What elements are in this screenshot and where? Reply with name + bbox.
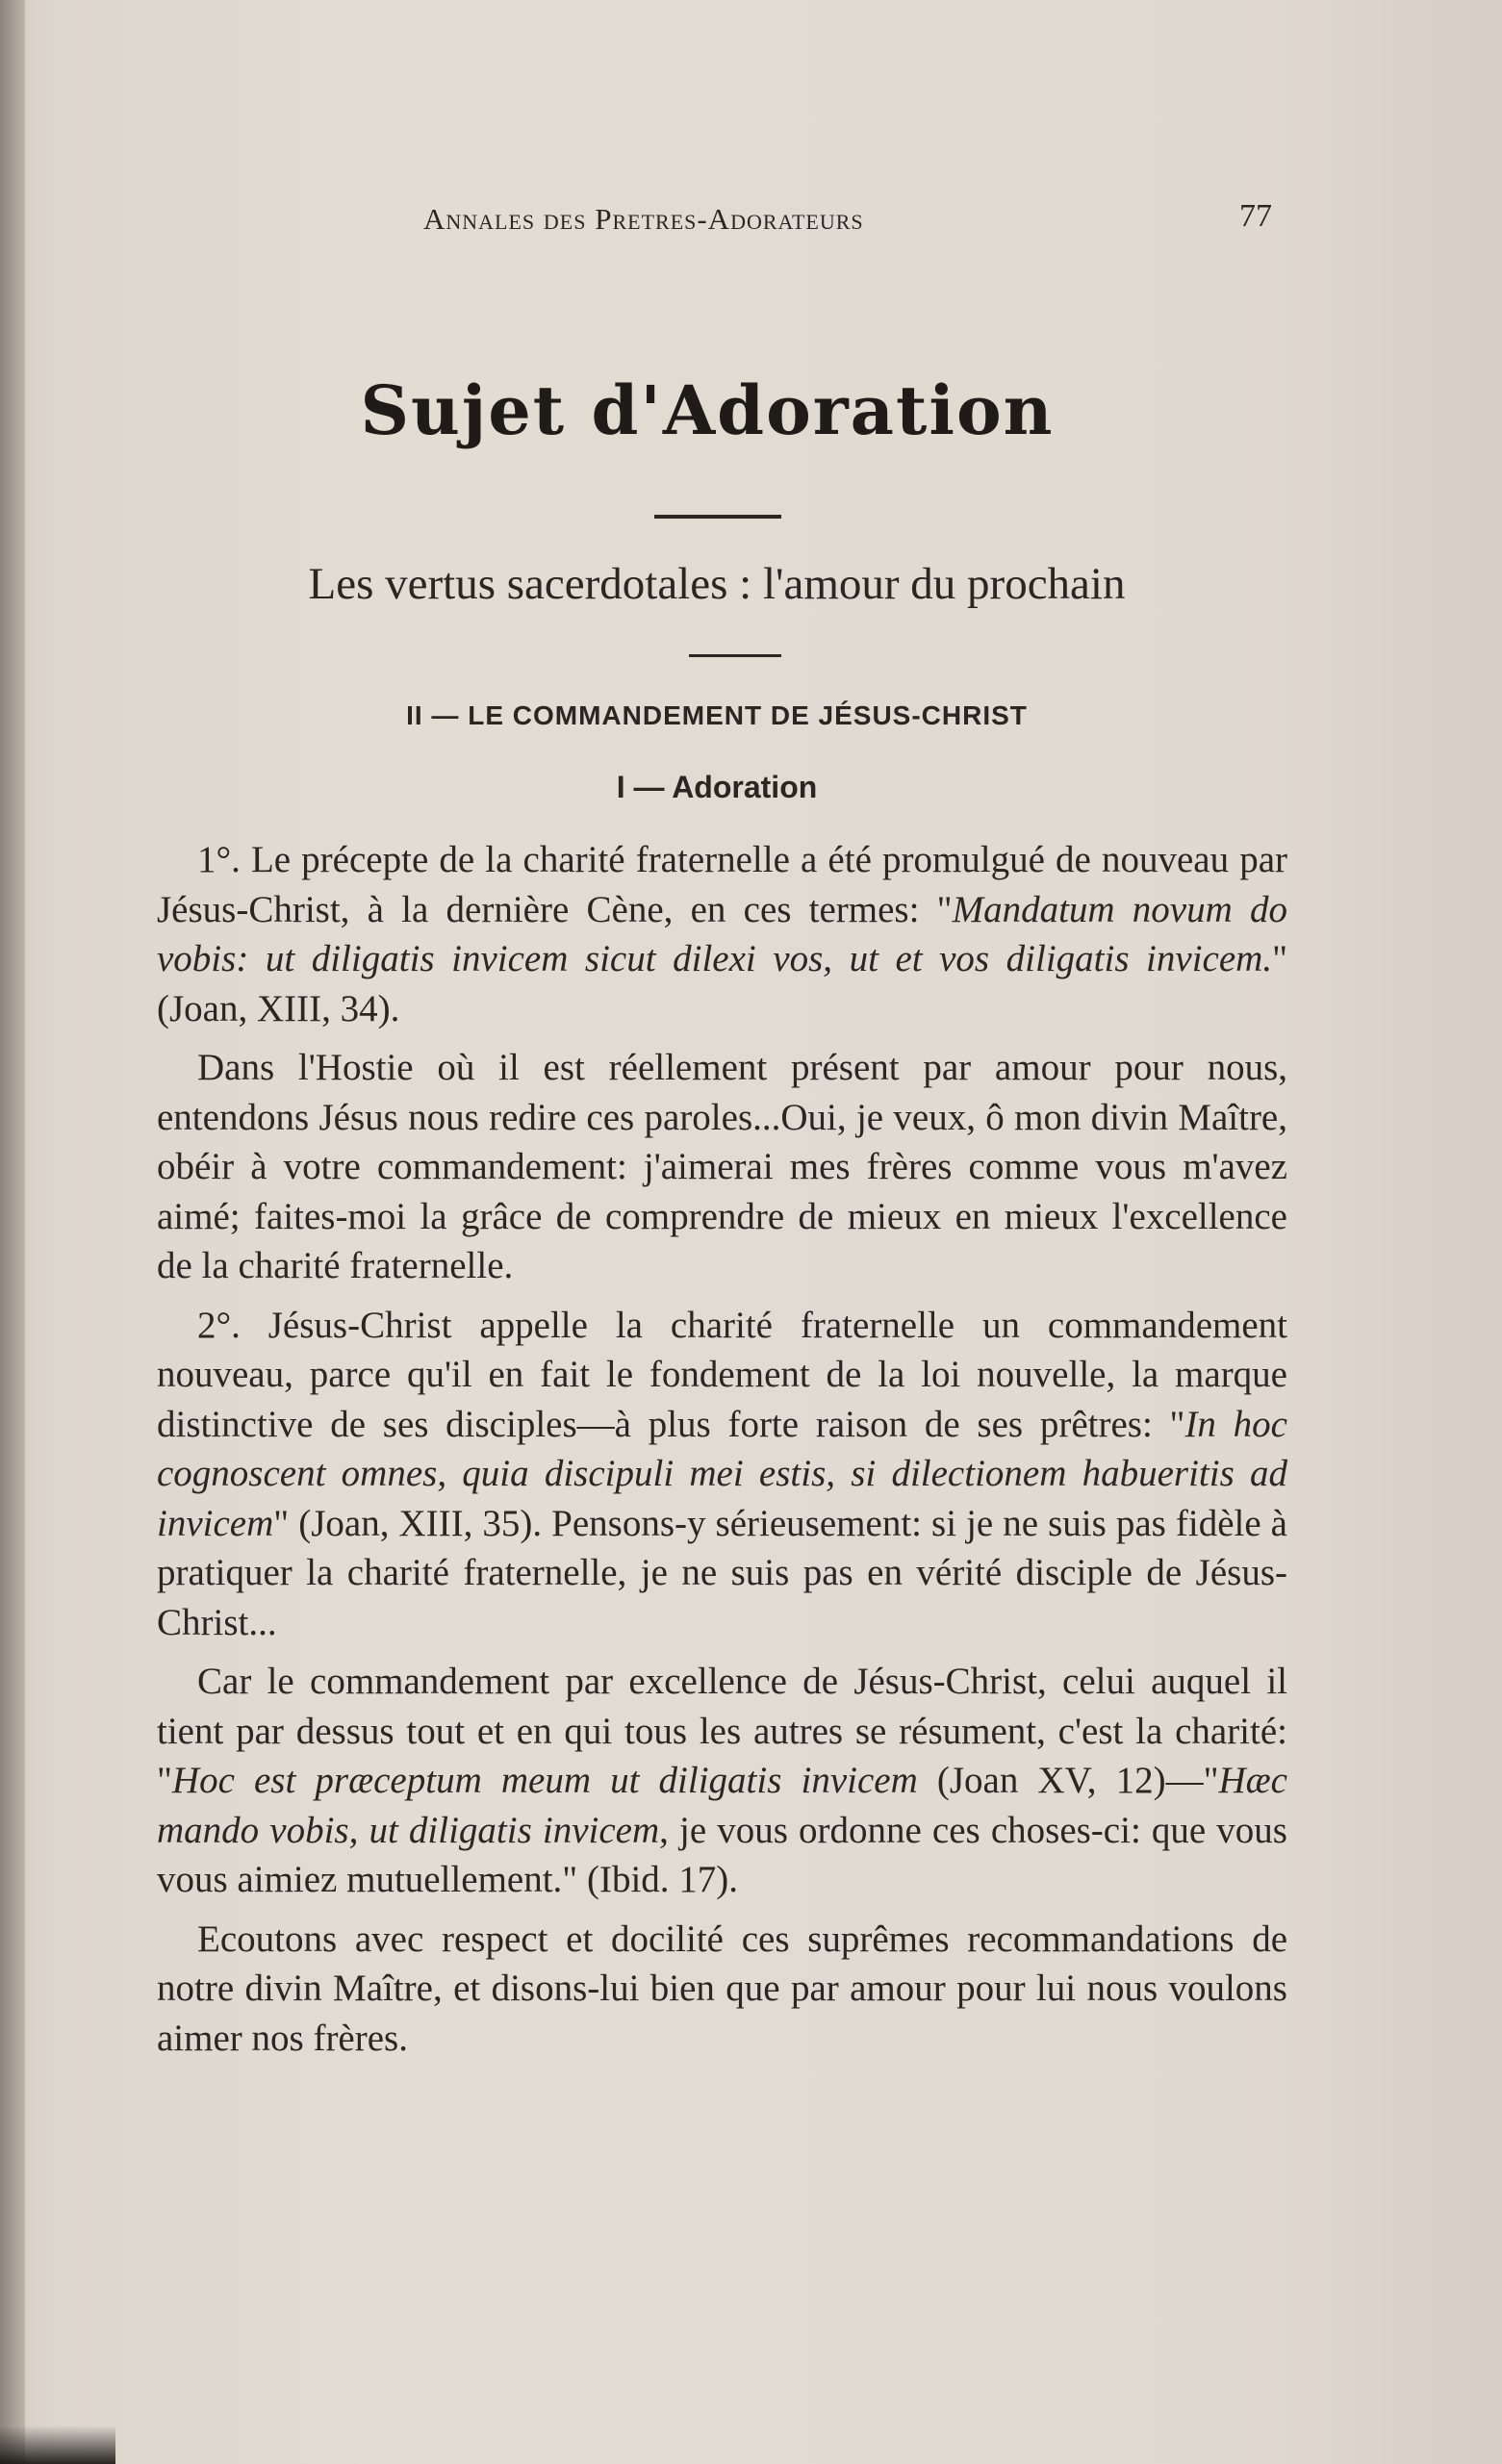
body-text bbox=[157, 835, 1287, 2072]
section-heading: II — LE COMMANDEMENT DE JÉSUS-CHRIST bbox=[406, 700, 1028, 730]
paragraph-4-tail: , je vous ordonne ces choses-ci: que vous vous aimiez mutuellement." (Ibid. 17). bbox=[157, 1809, 1287, 1900]
page-title: Sujet d'Adoration bbox=[360, 370, 1055, 450]
paragraph-1-citation: " (Joan, XIII, 34). bbox=[157, 938, 1287, 1029]
page-number: 77 bbox=[1239, 198, 1272, 234]
corner-shadow bbox=[0, 2426, 115, 2464]
paragraph-2: Dans l'Hostie où il est réellement présent par amour pour nous, entendons Jésus nous redire ces paroles...Oui, je veux, ô mon divin Maître, obéir à votre commandement: j'aimerai mes frères comme vous m'avez aimé; faites-moi la grâce de comprendre de mieux en mieux l'excellence de la charité fraternelle. bbox=[157, 1047, 1287, 1286]
paragraph-1-lead: 1°. Le précepte de la charité fraternelle a été promulgué de nouveau par Jésus-Christ, à la dernière Cène, en ces termes: " bbox=[157, 839, 1287, 930]
paragraph-4-citation: (Joan XV, 12)—" bbox=[917, 1760, 1219, 1801]
latin-quote: Mandatum novum do vobis: ut diligatis invicem sicut dilexi vos, ut et vos diligatis invicem. bbox=[157, 888, 1287, 979]
paragraph-5: Ecoutons avec respect et docilité ces suprêmes recommandations de notre divin Maître, et disons-lui bien que par amour pour lui nous voulons aimer nos frères. bbox=[157, 1918, 1287, 2059]
running-head: Annales des Pretres-Adorateurs bbox=[423, 202, 864, 236]
latin-quote: In hoc cognoscent omnes, quia discipuli mei estis, si dilectionem habueritis ad invicem bbox=[157, 1403, 1287, 1544]
paragraph-3-tail: " (Joan, XIII, 35). Pensons-y sérieusement: si je ne suis pas fidèle à pratiquer la charité fraternelle, je ne suis pas en vérité disciple de Jésus-Christ... bbox=[157, 1502, 1287, 1643]
page-subtitle: Les vertus sacerdotales : l'amour du prochain bbox=[308, 559, 1126, 609]
subsection-heading: I — Adoration bbox=[616, 770, 818, 804]
paragraph-3-lead: 2°. Jésus-Christ appelle la charité fraternelle un commandement nouveau, parce qu'il en fait le fondement de la loi nouvelle, la marque distinctive de ses disciples—à plus forte raison de ses prêtres: " bbox=[157, 1304, 1287, 1445]
latin-quote: Hoc est præceptum meum ut diligatis invicem bbox=[171, 1760, 918, 1801]
paragraph-3 bbox=[157, 1301, 1287, 1648]
paragraph-4-lead: Car le commandement par excellence de Jésus-Christ, celui auquel il tient par dessus tout et en qui tous les autres se résument, c'est la charité: " bbox=[157, 1661, 1287, 1801]
paragraph-1 bbox=[157, 835, 1287, 1033]
paragraph-4 bbox=[157, 1657, 1287, 1905]
title-divider bbox=[654, 515, 781, 519]
latin-quote: Hæc mando vobis, ut diligatis invicem bbox=[157, 1760, 1287, 1851]
subtitle-divider bbox=[689, 654, 781, 657]
